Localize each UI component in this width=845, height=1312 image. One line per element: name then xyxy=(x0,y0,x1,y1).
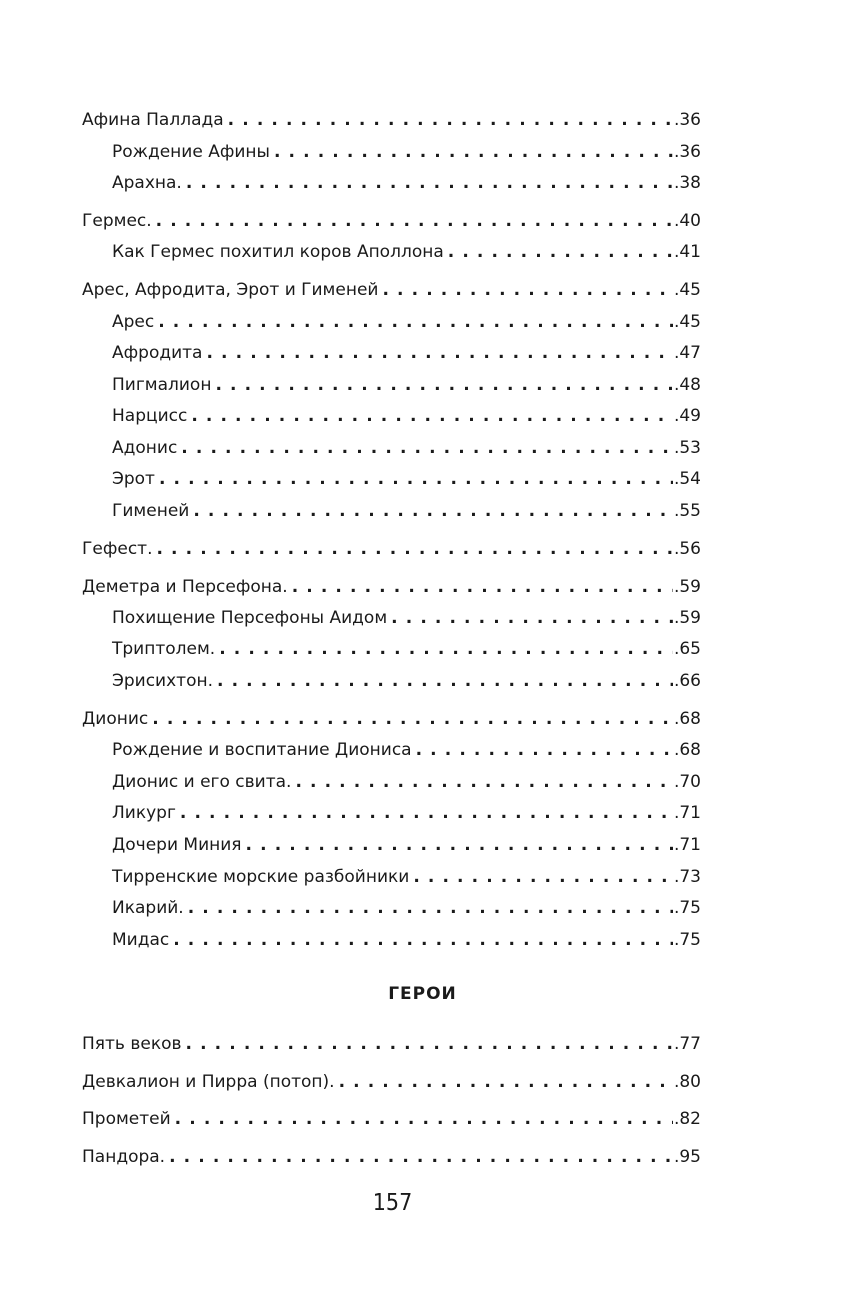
toc-entry xyxy=(112,499,701,523)
toc-entry xyxy=(112,467,701,491)
toc-entry-title: Эрот xyxy=(112,467,159,491)
toc-entry-title: Гименей xyxy=(112,499,193,523)
toc-entry-title: Деметра и Персефона. xyxy=(82,575,292,599)
dot-leader xyxy=(274,140,673,164)
toc-entry-title: Девкалион и Пирра (потоп). xyxy=(82,1070,339,1094)
toc-entry-title: Тирренские морские разбойники xyxy=(112,865,413,889)
toc-entry-page: .75 xyxy=(673,930,701,950)
toc-entry-page: .49 xyxy=(673,406,701,426)
toc-entry xyxy=(82,278,701,302)
toc-entry-page: .54 xyxy=(673,469,701,489)
toc-entry-page: .47 xyxy=(673,343,701,363)
toc-entry xyxy=(82,1145,701,1169)
section-heading-heroes: ГЕРОИ xyxy=(388,984,457,1004)
page-number: 157 xyxy=(372,1190,413,1216)
toc-entry-title: Ликург xyxy=(112,801,180,825)
toc-entry-page: .56 xyxy=(673,539,701,559)
toc-entry-title: Дочери Миния xyxy=(112,833,246,857)
toc-entry-title: Дионис xyxy=(82,707,152,731)
toc-entry-page: .38 xyxy=(673,173,701,193)
toc-entry-page: .40 xyxy=(673,211,701,231)
toc-entry xyxy=(112,669,701,693)
toc-entry xyxy=(112,171,701,195)
toc-entry-page: .55 xyxy=(673,501,701,521)
dot-leader xyxy=(188,896,673,920)
dot-leader xyxy=(186,1032,673,1056)
toc-entry xyxy=(82,209,701,233)
toc-entry xyxy=(82,575,701,599)
toc-entry xyxy=(112,865,701,889)
toc-entry-page: .41 xyxy=(673,242,701,262)
toc-entry xyxy=(82,1070,701,1094)
toc-entry-page: .71 xyxy=(673,803,701,823)
toc-entry xyxy=(112,801,701,825)
toc-entry xyxy=(112,310,701,334)
dot-leader xyxy=(295,770,673,794)
dot-leader xyxy=(181,436,673,460)
toc-entry-page: .66 xyxy=(673,671,701,691)
toc-entry-page: .59 xyxy=(673,608,701,628)
toc-entry-page: .68 xyxy=(673,740,701,760)
toc-entry xyxy=(112,606,701,630)
dot-leader xyxy=(175,1107,673,1131)
toc-entry-title: Пандора. xyxy=(82,1145,169,1169)
dot-leader xyxy=(215,373,673,397)
dot-leader xyxy=(193,499,673,523)
dot-leader xyxy=(152,707,673,731)
toc-entry xyxy=(82,108,701,132)
toc-entry xyxy=(112,341,701,365)
dot-leader xyxy=(416,738,673,762)
toc-entry-title: Арес xyxy=(112,310,158,334)
toc-entry xyxy=(112,373,701,397)
dot-leader xyxy=(169,1145,673,1169)
toc-entry xyxy=(112,770,701,794)
toc-entry-page: .73 xyxy=(673,867,701,887)
dot-leader xyxy=(180,801,673,825)
toc-entry-page: .45 xyxy=(673,312,701,332)
toc-entry-title: Эрисихтон. xyxy=(112,669,217,693)
toc-entry-title: Триптолем. xyxy=(112,637,219,661)
toc-entry-page: .71 xyxy=(673,835,701,855)
dot-leader xyxy=(391,606,673,630)
dot-leader xyxy=(206,341,672,365)
toc-entry-page: .75 xyxy=(673,898,701,918)
dot-leader xyxy=(159,467,673,491)
toc-entry-page: .77 xyxy=(673,1034,701,1054)
dot-leader xyxy=(156,537,672,561)
toc-entry xyxy=(82,1032,701,1056)
toc-entry-title: Гефест. xyxy=(82,537,156,561)
toc-entry-title: Рождение и воспитание Диониса xyxy=(112,738,416,762)
dot-leader xyxy=(382,278,672,302)
toc-entry xyxy=(112,928,701,952)
toc-entry-title: Гермес. xyxy=(82,209,156,233)
toc-entry-page: .36 xyxy=(673,142,701,162)
dot-leader xyxy=(158,310,673,334)
toc-entry xyxy=(112,896,701,920)
toc-entry xyxy=(112,404,701,428)
toc-entry-page: .68 xyxy=(673,709,701,729)
dot-leader xyxy=(217,669,673,693)
dot-leader xyxy=(413,865,673,889)
toc-entry-title: Рождение Афины xyxy=(112,140,274,164)
dot-leader xyxy=(186,171,673,195)
toc-entry xyxy=(112,436,701,460)
toc-entry-title: Арахна. xyxy=(112,171,186,195)
toc-entry-title: Афродита xyxy=(112,341,206,365)
toc-entry-title: Адонис xyxy=(112,436,181,460)
toc-entry-title: Нарцисс xyxy=(112,404,191,428)
toc-entry-page: .65 xyxy=(673,639,701,659)
toc-entry-title: Мидас xyxy=(112,928,173,952)
toc-entry xyxy=(112,833,701,857)
toc-entry-title: Пять веков xyxy=(82,1032,186,1056)
toc-entry xyxy=(112,738,701,762)
toc-entry-title: Похищение Персефоны Аидом xyxy=(112,606,391,630)
toc-entry-page: .70 xyxy=(673,772,701,792)
toc-entry-page: .95 xyxy=(673,1147,701,1167)
dot-leader xyxy=(246,833,673,857)
dot-leader xyxy=(339,1070,673,1094)
toc-entry xyxy=(82,1107,701,1131)
dot-leader xyxy=(156,209,673,233)
toc-entry-page: .59 xyxy=(673,577,701,597)
dot-leader xyxy=(219,637,673,661)
toc-entry-title: Пигмалион xyxy=(112,373,215,397)
toc-entry-page: .53 xyxy=(673,438,701,458)
toc-entry-page: .45 xyxy=(673,280,701,300)
toc-entry-title: Икарий. xyxy=(112,896,188,920)
dot-leader xyxy=(173,928,673,952)
toc-entry-title: Афина Паллада xyxy=(82,108,228,132)
toc-entry-page: .82 xyxy=(673,1109,701,1129)
toc-entry-title: Как Гермес похитил коров Аполлона xyxy=(112,240,448,264)
dot-leader xyxy=(228,108,673,132)
toc-entry-page: .36 xyxy=(673,110,701,130)
dot-leader xyxy=(191,404,673,428)
dot-leader xyxy=(448,240,673,264)
toc-entry xyxy=(82,537,701,561)
toc-entry xyxy=(112,240,701,264)
toc-entry-title: Арес, Афродита, Эрот и Гименей xyxy=(82,278,382,302)
toc-entry-title: Прометей xyxy=(82,1107,175,1131)
toc-entry-title: Дионис и его свита. xyxy=(112,770,295,794)
toc-entry xyxy=(112,140,701,164)
toc-entry-page: .48 xyxy=(673,375,701,395)
toc-entry-page: .80 xyxy=(673,1072,701,1092)
dot-leader xyxy=(292,575,673,599)
toc-entry xyxy=(82,707,701,731)
toc-entry xyxy=(112,637,701,661)
